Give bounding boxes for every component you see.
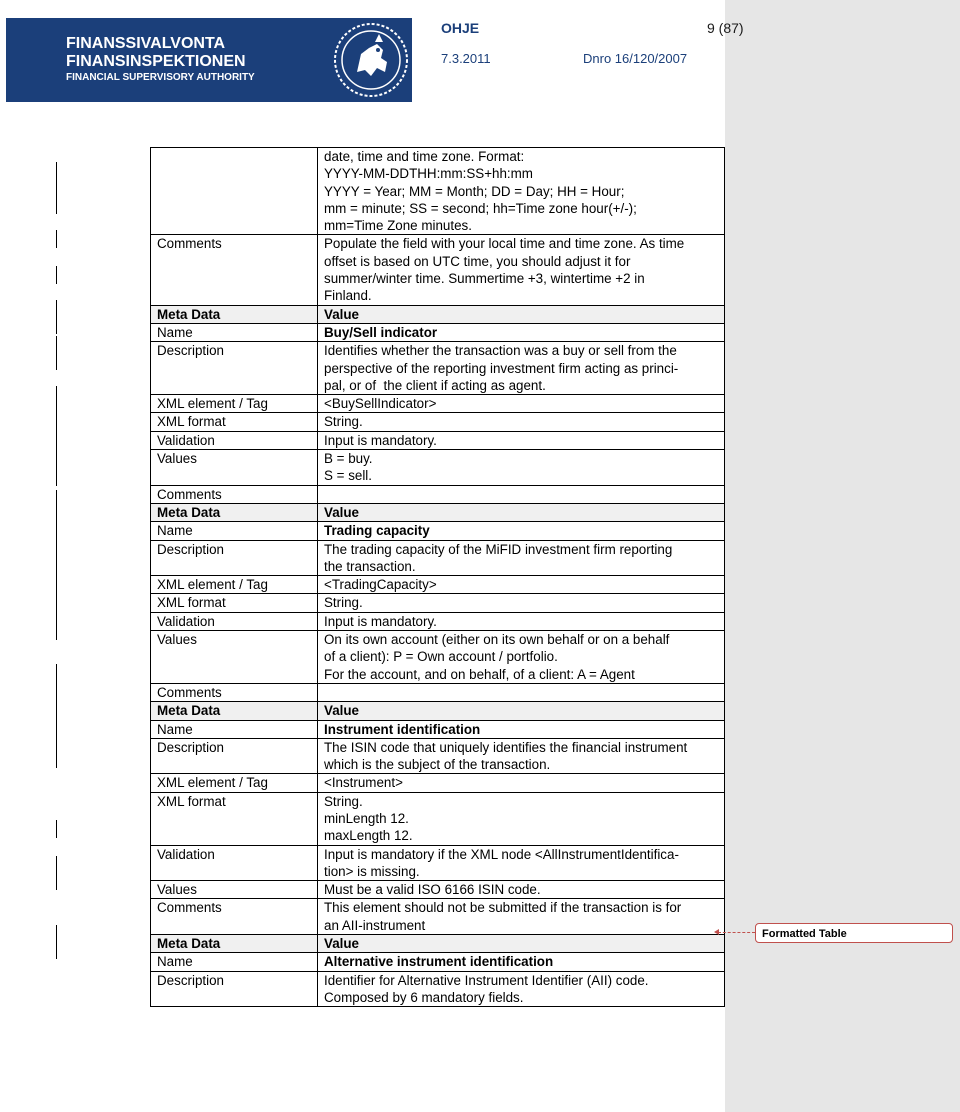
value-line: String. xyxy=(324,793,363,809)
field-value-cell xyxy=(318,342,725,395)
value-line: Identifies whether the transaction was a buy or sell from the xyxy=(324,343,677,359)
value-line: Buy/Sell indicator xyxy=(324,324,438,340)
field-key-cell: Name xyxy=(151,720,318,738)
formatting-annotation-balloon[interactable] xyxy=(755,923,953,943)
field-key-cell: Validation xyxy=(151,845,318,881)
value-line: Populate the field with your local time and time zone. As time xyxy=(324,236,685,252)
value-line: YYYY-MM-DDTHH:mm:SS+hh:mm xyxy=(324,166,533,182)
value-line: Value xyxy=(324,504,359,520)
value-line: Composed by 6 mandatory fields. xyxy=(324,989,524,1005)
value-line: Value xyxy=(324,306,359,322)
authority-logo xyxy=(6,18,412,102)
table-row xyxy=(151,450,725,486)
value-line: of a client): P = Own account / portfolio. xyxy=(324,649,558,665)
value-line: Must be a valid ISO 6166 ISIN code. xyxy=(324,882,541,898)
table-row xyxy=(151,594,725,612)
field-value-cell xyxy=(318,702,725,720)
field-key-cell: Meta Data xyxy=(151,503,318,521)
table-row xyxy=(151,323,725,341)
table-row xyxy=(151,631,725,684)
table-row xyxy=(151,971,725,1007)
table-row xyxy=(151,683,725,701)
field-value-cell xyxy=(318,774,725,792)
field-value-cell xyxy=(318,305,725,323)
field-key-cell: Name xyxy=(151,323,318,341)
field-value-cell xyxy=(318,881,725,899)
value-line: Input is mandatory. xyxy=(324,613,437,629)
annotation-label: Formatted Table xyxy=(762,928,847,940)
field-value-cell xyxy=(318,395,725,413)
field-value-cell xyxy=(318,450,725,486)
field-value-cell xyxy=(318,899,725,935)
field-value-cell xyxy=(318,935,725,953)
field-key-cell: Description xyxy=(151,540,318,576)
value-line: <BuySellIndicator> xyxy=(324,396,437,412)
field-key-cell: Values xyxy=(151,450,318,486)
value-line: String. xyxy=(324,595,363,611)
field-key-cell: Validation xyxy=(151,431,318,449)
value-line: maxLength 12. xyxy=(324,828,413,844)
field-value-cell xyxy=(318,148,725,235)
value-line: For the account, and on behalf, of a client: A = Agent xyxy=(324,666,635,682)
table-row xyxy=(151,522,725,540)
comment-margin-pane xyxy=(725,0,960,1112)
field-key-cell: Name xyxy=(151,953,318,971)
logo-name-swedish: FINANSINSPEKTIONEN xyxy=(66,53,246,70)
value-line: S = sell. xyxy=(324,468,373,484)
field-spec-table xyxy=(150,147,725,1007)
value-line: The trading capacity of the MiFID investment firm reporting xyxy=(324,541,673,557)
logo-name-finnish: FINANSSIVALVONTA xyxy=(66,35,226,52)
value-line: perspective of the reporting investment firm acting as princi- xyxy=(324,360,679,376)
meta-header-row xyxy=(151,702,725,720)
value-line: offset is based on UTC time, you should adjust it for xyxy=(324,253,631,269)
field-value-cell xyxy=(318,953,725,971)
field-value-cell xyxy=(318,971,725,1007)
field-value-cell xyxy=(318,720,725,738)
field-key-cell: Meta Data xyxy=(151,935,318,953)
field-key-cell: XML element / Tag xyxy=(151,395,318,413)
field-value-cell xyxy=(318,792,725,845)
value-line: <TradingCapacity> xyxy=(324,577,437,593)
field-value-cell xyxy=(318,576,725,594)
table-row xyxy=(151,485,725,503)
table-row xyxy=(151,148,725,235)
table-row xyxy=(151,431,725,449)
field-key-cell: Meta Data xyxy=(151,702,318,720)
field-value-cell xyxy=(318,413,725,431)
meta-header-row xyxy=(151,935,725,953)
page-number: 9 (87) xyxy=(707,20,744,36)
field-value-cell xyxy=(318,845,725,881)
value-line: String. xyxy=(324,414,363,430)
value-line: an AII-instrument xyxy=(324,917,426,933)
value-line: mm = minute; SS = second; hh=Time zone hour(+/-); xyxy=(324,200,637,216)
field-value-cell xyxy=(318,612,725,630)
field-key-cell: Values xyxy=(151,881,318,899)
value-line: Instrument identification xyxy=(324,721,481,737)
meta-header-row xyxy=(151,305,725,323)
value-line: Alternative instrument identification xyxy=(324,954,554,970)
field-key-cell: Validation xyxy=(151,612,318,630)
document-reference: Dnro 16/120/2007 xyxy=(583,51,688,66)
field-value-cell xyxy=(318,631,725,684)
field-value-cell xyxy=(318,235,725,305)
table-row xyxy=(151,881,725,899)
value-line xyxy=(324,486,718,503)
value-line: mm=Time Zone minutes. xyxy=(324,218,472,234)
field-key-cell: Description xyxy=(151,738,318,774)
field-key-cell: XML format xyxy=(151,792,318,845)
table-row xyxy=(151,540,725,576)
annotation-leader-line xyxy=(718,932,755,933)
value-line: Input is mandatory if the XML node <AllInstrumentIdentifica- xyxy=(324,846,679,862)
field-value-cell xyxy=(318,540,725,576)
field-key-cell: Comments xyxy=(151,683,318,701)
table-row xyxy=(151,612,725,630)
field-key-cell: XML format xyxy=(151,594,318,612)
field-key-cell: Meta Data xyxy=(151,305,318,323)
field-key-cell: XML element / Tag xyxy=(151,576,318,594)
field-key-cell: Description xyxy=(151,342,318,395)
field-value-cell xyxy=(318,594,725,612)
table-row xyxy=(151,774,725,792)
table-row xyxy=(151,792,725,845)
value-line: Value xyxy=(324,936,359,952)
field-key-cell: Comments xyxy=(151,485,318,503)
field-value-cell xyxy=(318,323,725,341)
value-line: date, time and time zone. Format: xyxy=(324,149,525,164)
document-type: OHJE xyxy=(441,20,480,36)
table-row xyxy=(151,235,725,305)
logo-name-english: FINANCIAL SUPERVISORY AUTHORITY xyxy=(66,72,255,83)
value-line: which is the subject of the transaction. xyxy=(324,757,551,773)
table-row xyxy=(151,953,725,971)
table-row xyxy=(151,395,725,413)
field-key-cell: XML element / Tag xyxy=(151,774,318,792)
field-value-cell xyxy=(318,503,725,521)
table-row xyxy=(151,413,725,431)
field-key-cell: Values xyxy=(151,631,318,684)
value-line: YYYY = Year; MM = Month; DD = Day; HH = Hour; xyxy=(324,183,625,199)
value-line: <Instrument> xyxy=(324,775,403,791)
field-key-cell xyxy=(151,148,318,235)
field-key-cell: Name xyxy=(151,522,318,540)
lion-crest-icon xyxy=(331,20,411,100)
field-key-cell: Description xyxy=(151,971,318,1007)
field-key-cell: XML format xyxy=(151,413,318,431)
value-line: Trading capacity xyxy=(324,523,430,539)
table-row xyxy=(151,342,725,395)
field-value-cell xyxy=(318,683,725,701)
field-value-cell xyxy=(318,522,725,540)
value-line: This element should not be submitted if the transaction is for xyxy=(324,900,682,916)
field-value-cell xyxy=(318,431,725,449)
value-line: The ISIN code that uniquely identifies the financial instrument xyxy=(324,739,688,755)
field-value-cell xyxy=(318,485,725,503)
value-line: Finland. xyxy=(324,288,372,304)
meta-header-row xyxy=(151,503,725,521)
document-date: 7.3.2011 xyxy=(441,51,491,66)
table-row xyxy=(151,899,725,935)
value-line: minLength 12. xyxy=(324,810,409,826)
value-line: Identifier for Alternative Instrument Identifier (AII) code. xyxy=(324,972,649,988)
value-line: pal, or of the client if acting as agent. xyxy=(324,377,546,393)
value-line: the transaction. xyxy=(324,558,416,574)
table-row xyxy=(151,738,725,774)
value-line: Value xyxy=(324,703,359,719)
value-line: B = buy. xyxy=(324,451,373,467)
table-row xyxy=(151,720,725,738)
field-key-cell: Comments xyxy=(151,235,318,305)
value-line: summer/winter time. Summertime +3, wintertime +2 in xyxy=(324,271,645,287)
field-value-cell xyxy=(318,738,725,774)
table-row xyxy=(151,845,725,881)
value-line xyxy=(324,684,718,701)
value-line: On its own account (either on its own behalf or on a behalf xyxy=(324,632,670,648)
table-row xyxy=(151,576,725,594)
field-key-cell: Comments xyxy=(151,899,318,935)
value-line: tion> is missing. xyxy=(324,863,420,879)
value-line: Input is mandatory. xyxy=(324,432,437,448)
